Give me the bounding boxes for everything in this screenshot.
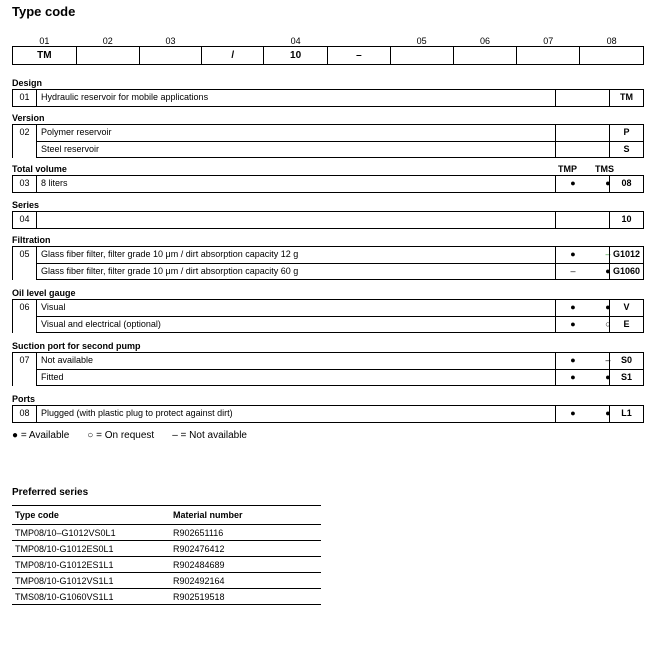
option-block: [12, 124, 644, 158]
table-row: [12, 541, 321, 557]
code-position-value: /: [231, 50, 235, 61]
option-code: S1: [609, 370, 643, 385]
availability-mark-tmp: ●: [570, 372, 576, 382]
option-row: [13, 406, 643, 422]
option-number: 02: [13, 125, 37, 158]
option-description: Polymer reservoir: [41, 127, 112, 137]
code-position-number: 03: [165, 36, 176, 46]
option-number: 01: [13, 90, 37, 106]
preferred-series-title: Preferred series: [12, 487, 89, 498]
option-row: [13, 125, 643, 141]
section-title: Oil level gauge: [12, 288, 76, 298]
option-block: [12, 211, 644, 229]
option-number: 08: [13, 406, 37, 422]
option-description: Glass fiber filter, filter grade 10 μm / dirt absorption capacity 60 g: [41, 266, 299, 276]
availability-mark-tmp: ●: [570, 302, 576, 312]
option-row: [13, 247, 643, 263]
column-separator: [555, 176, 556, 192]
option-number: 04: [13, 212, 37, 228]
option-code: G1060: [609, 264, 643, 279]
availability-mark-tms: ●: [605, 408, 611, 418]
code-cell: [202, 47, 264, 64]
availability-mark-tms: ○: [605, 319, 611, 329]
type-code-cell: TMP08/10–G1012VS0L1: [12, 525, 170, 541]
option-block: [12, 299, 644, 333]
code-cell: [264, 36, 328, 64]
option-row: [13, 176, 643, 192]
section-title: Total volume: [12, 164, 67, 174]
option-description: Visual and electrical (optional): [41, 319, 161, 329]
option-description: Visual: [41, 302, 66, 312]
option-code: S0: [609, 353, 643, 369]
page-title: Type code: [12, 4, 76, 19]
material-number-cell: R902651116: [170, 525, 321, 541]
section-title: Design: [12, 78, 43, 88]
availability-mark-tms: ●: [605, 266, 611, 276]
type-code-cell: TMS08/10-G1060VS1L1: [12, 589, 170, 605]
availability-mark-tms: ●: [605, 372, 611, 382]
column-separator: [555, 406, 556, 422]
option-row: [37, 316, 643, 332]
preferred-series-table: [12, 505, 321, 605]
type-code-cell: TMP08/10-G1012ES1L1: [12, 557, 170, 573]
type-code-cell: TMP08/10-G1012ES0L1: [12, 541, 170, 557]
availability-mark-tmp: ●: [570, 408, 576, 418]
option-code: S: [609, 142, 643, 157]
section-title: Suction port for second pump: [12, 341, 141, 351]
section-title: Filtration: [12, 235, 51, 245]
table-row: [12, 589, 321, 605]
header-material-number: Material number: [170, 506, 321, 525]
option-block: [12, 352, 644, 386]
code-cell: [517, 36, 580, 64]
column-separator: [555, 212, 556, 228]
option-row: [37, 141, 643, 157]
option-number: 03: [13, 176, 37, 192]
option-block: [12, 175, 644, 193]
availability-mark-tms: ●: [605, 178, 611, 188]
option-code: E: [609, 317, 643, 332]
option-code: L1: [609, 406, 643, 422]
material-number-cell: R902484689: [170, 557, 321, 573]
column-separator: [555, 300, 556, 332]
option-number: 06: [13, 300, 37, 333]
section-title: Version: [12, 113, 45, 123]
availability-mark-tms: ●: [605, 302, 611, 312]
code-position-value: 10: [290, 50, 302, 61]
code-position-number: 08: [606, 36, 617, 46]
column-separator: [555, 90, 556, 106]
header-type-code: Type code: [12, 506, 170, 525]
option-description: Not available: [41, 355, 94, 365]
code-cell: [328, 47, 391, 64]
option-row: [37, 369, 643, 385]
availability-mark-tmp: ●: [570, 355, 576, 365]
section-title: Ports: [12, 394, 36, 404]
option-description: Plugged (with plastic plug to protect against dirt): [41, 408, 233, 418]
legend-on-request: ○ = On request: [87, 430, 155, 441]
code-position-value: –: [356, 50, 362, 61]
option-description: Fitted: [41, 372, 64, 382]
table-header-row: [12, 506, 321, 525]
column-separator: [555, 247, 556, 279]
option-code: 10: [609, 212, 643, 228]
code-position-number: 02: [102, 36, 113, 46]
type-code-cell: TMP08/10-G1012VS1L1: [12, 573, 170, 589]
option-description: 8 liters: [41, 178, 68, 188]
availability-mark-tmp: –: [570, 266, 576, 276]
column-separator: [555, 353, 556, 385]
type-code-bar: [12, 36, 644, 65]
option-block: [12, 89, 644, 107]
option-description: Steel reservoir: [41, 144, 100, 154]
code-position-number: 04: [290, 36, 301, 46]
legend-available: ● = Available: [12, 430, 70, 441]
option-number: 07: [13, 353, 37, 386]
option-row: [13, 212, 643, 228]
table-row: [12, 557, 321, 573]
table-row: [12, 525, 321, 541]
code-position-number: 01: [39, 36, 50, 46]
availability-mark-tmp: ●: [570, 249, 576, 259]
option-code: P: [609, 125, 643, 141]
option-code: V: [609, 300, 643, 316]
column-header-tmp: TMP: [558, 164, 577, 174]
code-position-number: 05: [416, 36, 427, 46]
material-number-cell: R902476412: [170, 541, 321, 557]
column-header-tms: TMS: [595, 164, 614, 174]
code-cell: [77, 36, 140, 64]
availability-mark-tmp: ●: [570, 178, 576, 188]
table-row: [12, 573, 321, 589]
option-number: 05: [13, 247, 37, 280]
code-position-number: 07: [543, 36, 554, 46]
section-title: Series: [12, 200, 40, 210]
legend: [12, 430, 247, 441]
code-cell: [13, 36, 77, 64]
column-separator: [555, 125, 556, 157]
option-code: G1012: [609, 247, 643, 263]
option-code: 08: [609, 176, 643, 192]
option-row: [13, 353, 643, 369]
option-description: Hydraulic reservoir for mobile applications: [41, 92, 209, 102]
availability-mark-tms: –: [605, 355, 611, 365]
code-cell: [580, 36, 643, 64]
option-row: [13, 300, 643, 316]
option-row: [13, 90, 643, 106]
material-number-cell: R902519518: [170, 589, 321, 605]
availability-mark-tmp: ●: [570, 319, 576, 329]
legend-not-available: – = Not available: [172, 430, 247, 441]
code-cell: [391, 36, 454, 64]
code-position-number: 06: [479, 36, 490, 46]
code-position-value: TM: [37, 50, 52, 61]
availability-mark-tms: –: [605, 249, 611, 259]
code-cell: [140, 36, 203, 64]
code-cell: [454, 36, 518, 64]
option-description: Glass fiber filter, filter grade 10 μm / dirt absorption capacity 12 g: [41, 249, 299, 259]
option-row: [37, 263, 643, 279]
option-block: [12, 246, 644, 280]
material-number-cell: R902492164: [170, 573, 321, 589]
option-block: [12, 405, 644, 423]
option-code: TM: [609, 90, 643, 106]
